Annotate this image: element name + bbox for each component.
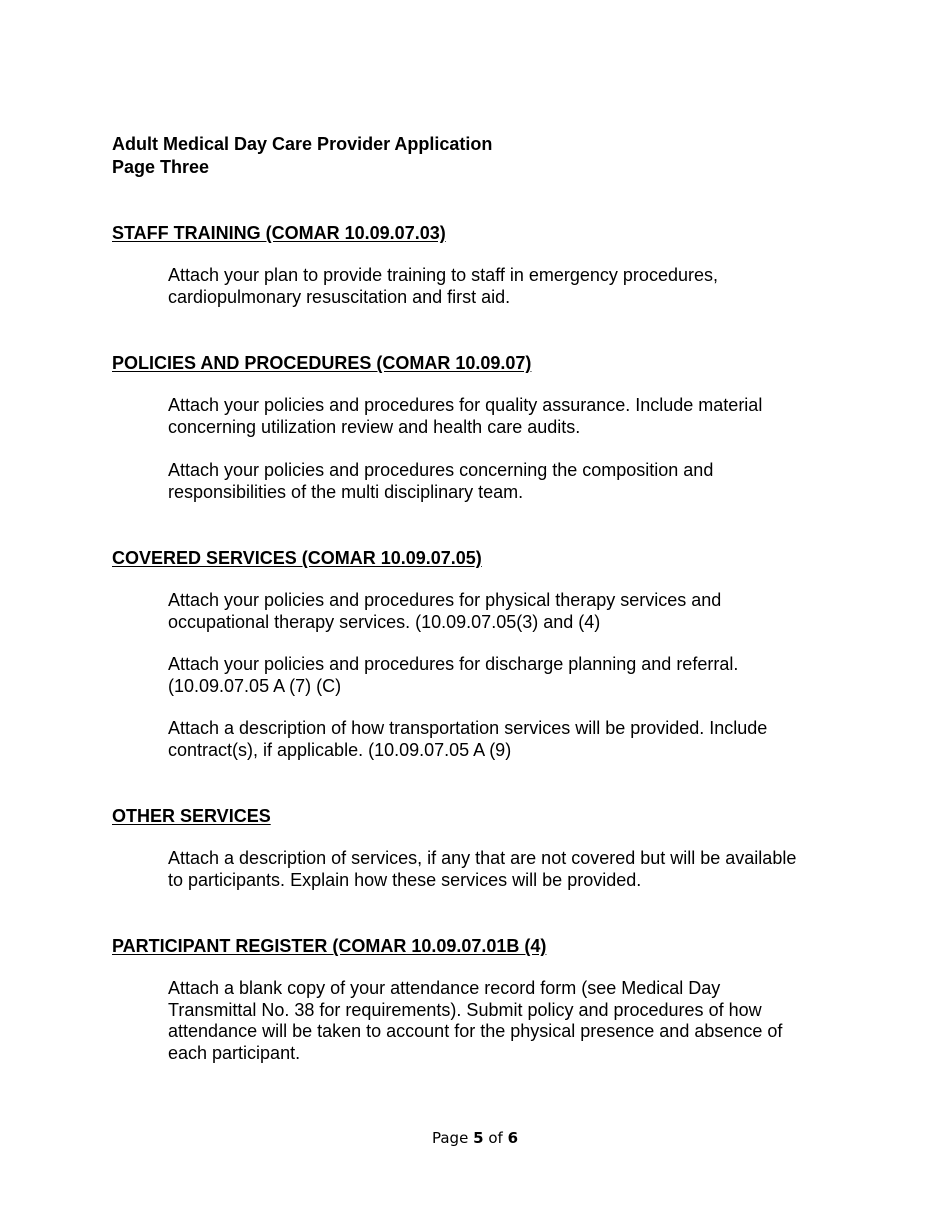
paragraph-attendance-record — [168, 978, 838, 1064]
section-heading-policies-procedures: POLICIES AND PROCEDURES (COMAR 10.09.07) — [112, 353, 532, 373]
paragraph-line: to participants. Explain how these services will be provided. — [168, 869, 642, 890]
paragraph-line: (10.09.07.05 A (7) (C) — [168, 675, 342, 696]
document-header — [112, 133, 492, 179]
page-number-footer — [0, 1128, 950, 1148]
paragraph-line: Attach your policies and procedures concerning the composition and — [168, 460, 714, 480]
footer-total-pages: 6 — [507, 1129, 518, 1147]
paragraph-discharge-planning — [168, 654, 838, 697]
footer-page-word: Page — [431, 1129, 469, 1147]
footer-current-page: 5 — [473, 1129, 484, 1147]
document-title: Adult Medical Day Care Provider Application — [112, 134, 493, 154]
paragraph-line: cardiopulmonary resuscitation and first aid. — [168, 286, 511, 307]
paragraph-line: Attach your plan to provide training to staff in emergency procedures, — [168, 265, 718, 285]
paragraph-line: Attach a description of services, if any that are not covered but will be available — [168, 848, 797, 868]
paragraph-line: Attach your policies and procedures for discharge planning and referral. — [168, 654, 739, 674]
paragraph-staff-training — [168, 265, 838, 308]
paragraph-line: Attach a description of how transportation services will be provided. Include — [168, 718, 768, 738]
paragraph-transportation — [168, 718, 838, 761]
footer-of-word: of — [488, 1129, 503, 1147]
paragraph-line: Attach your policies and procedures for physical therapy services and — [168, 590, 722, 610]
paragraph-line: occupational therapy services. (10.09.07.05(3) and (4) — [168, 611, 601, 632]
section-heading-other-services: OTHER SERVICES — [112, 806, 271, 826]
paragraph-line: concerning utilization review and health care audits. — [168, 416, 581, 437]
paragraph-line: each participant. — [168, 1042, 301, 1063]
section-heading-covered-services: COVERED SERVICES (COMAR 10.09.07.05) — [112, 548, 482, 568]
section-heading-staff-training: STAFF TRAINING (COMAR 10.09.07.03) — [112, 223, 446, 243]
paragraph-line: Transmittal No. 38 for requirements). Submit policy and procedures of how — [168, 999, 762, 1020]
paragraph-line: attendance will be taken to account for the physical presence and absence of — [168, 1021, 783, 1041]
paragraph-therapy-services — [168, 590, 838, 633]
paragraph-quality-assurance — [168, 395, 838, 438]
paragraph-line: responsibilities of the multi disciplinary team. — [168, 481, 524, 502]
paragraph-line: contract(s), if applicable. (10.09.07.05 A (9) — [168, 739, 512, 760]
paragraph-line: Attach a blank copy of your attendance record form (see Medical Day — [168, 978, 721, 998]
paragraph-other-services — [168, 848, 838, 891]
document-subtitle: Page Three — [112, 157, 210, 177]
section-heading-participant-register: PARTICIPANT REGISTER (COMAR 10.09.07.01B (4) — [112, 936, 547, 956]
paragraph-line: Attach your policies and procedures for quality assurance. Include material — [168, 395, 763, 415]
paragraph-multidisciplinary-team — [168, 460, 838, 503]
